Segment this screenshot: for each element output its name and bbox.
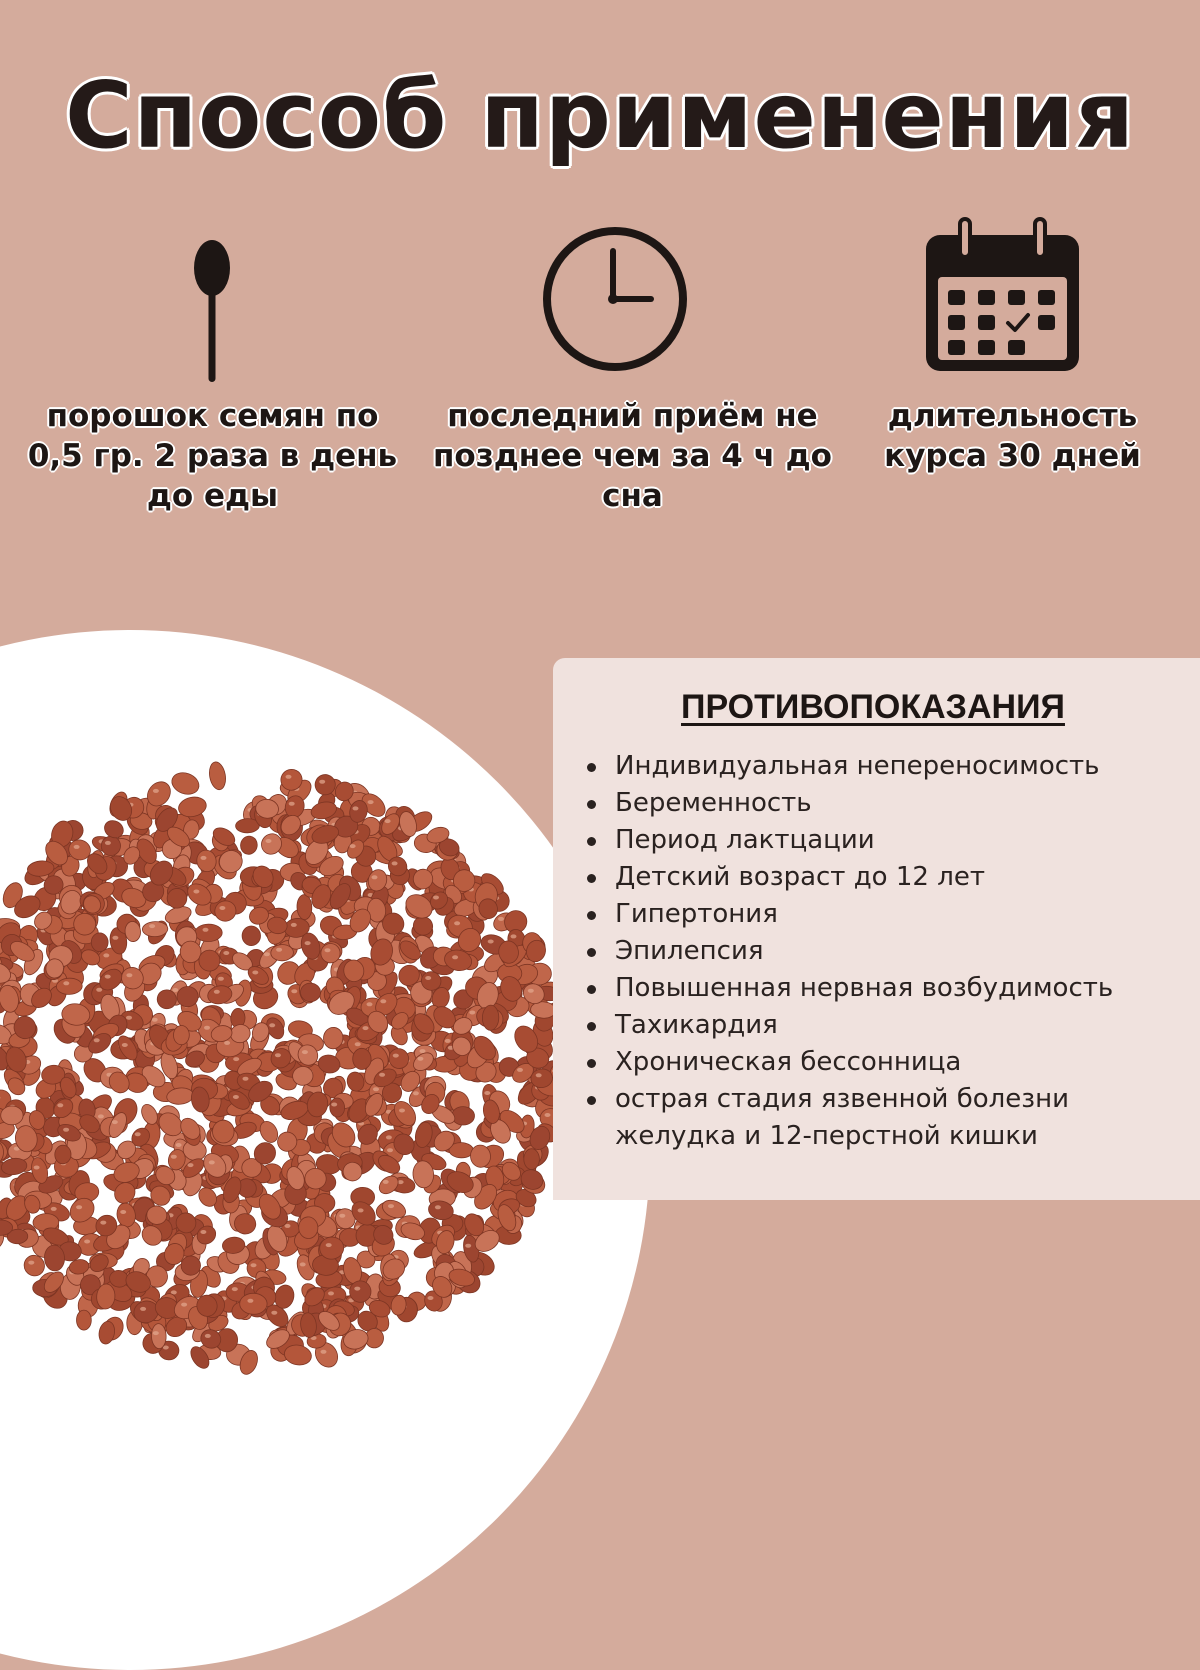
seed-highlight — [209, 1160, 215, 1164]
seed-highlight — [300, 1262, 306, 1266]
seed-highlight — [233, 1057, 239, 1061]
seed-highlight — [103, 953, 109, 957]
seed-highlight — [188, 1163, 194, 1167]
seed-highlight — [149, 924, 155, 928]
seed-highlight — [120, 1210, 126, 1214]
seed-highlight — [176, 1143, 182, 1147]
seed-highlight — [399, 1109, 405, 1113]
seed-highlight — [264, 952, 270, 956]
seed-highlight — [368, 800, 374, 804]
seed-highlight — [388, 1204, 394, 1208]
seed — [207, 761, 227, 791]
seed-highlight — [385, 819, 391, 823]
seed-highlight — [63, 981, 69, 985]
clock-icon — [535, 225, 695, 385]
seed-highlight — [372, 875, 378, 879]
seed — [329, 1098, 344, 1118]
seed-highlight — [393, 1054, 399, 1058]
seed-highlight — [373, 1087, 379, 1091]
seed-highlight — [214, 990, 220, 994]
seed-highlight — [100, 1221, 106, 1225]
seed — [524, 1149, 540, 1170]
seed-highlight — [204, 1026, 210, 1030]
seed-highlight — [484, 1091, 490, 1095]
step-caption-timing: последний приём не позднее чем за 4 ч до сна — [425, 396, 840, 516]
seed-highlight — [276, 948, 282, 952]
seed — [195, 924, 223, 942]
seed-highlight — [302, 1050, 308, 1054]
seed-highlight — [193, 890, 199, 894]
seed-highlight — [536, 1073, 542, 1077]
seed-highlight — [517, 1068, 523, 1072]
seed-highlight — [112, 1120, 118, 1124]
seed-highlight — [232, 1287, 238, 1291]
seed-highlight — [51, 1207, 57, 1211]
seed-highlight — [528, 989, 534, 993]
seed-highlight — [152, 1018, 158, 1022]
seed-highlight — [135, 1132, 141, 1136]
contraindications-title: ПРОТИВОПОКАЗАНИЯ — [553, 688, 1193, 727]
seed-highlight — [428, 1296, 434, 1300]
seed-highlight — [319, 780, 325, 784]
seed-highlight — [96, 988, 102, 992]
seed-highlight — [266, 839, 272, 843]
seed-highlight — [363, 1026, 369, 1030]
seed-highlight — [339, 1214, 345, 1218]
seed-highlight — [392, 861, 398, 865]
seed-highlight — [511, 934, 517, 938]
seed-highlight — [122, 1043, 128, 1047]
list-item: Детский возраст до 12 лет — [613, 859, 1198, 896]
seed-highlight — [433, 896, 439, 900]
seed-highlight — [140, 1307, 146, 1311]
seed — [1, 1106, 23, 1125]
seed-highlight — [251, 1263, 257, 1267]
seed-highlight — [291, 989, 297, 993]
seed-highlight — [205, 1334, 211, 1338]
seed-highlight — [286, 775, 292, 779]
list-item: Гипертония — [613, 896, 1198, 933]
seed-highlight — [452, 955, 458, 959]
seed-highlight — [469, 1011, 475, 1015]
seed — [169, 769, 202, 798]
seed — [181, 1256, 201, 1276]
list-item: Эпилепсия — [613, 933, 1198, 970]
seed-highlight — [454, 921, 460, 925]
seed-highlight — [200, 1230, 206, 1234]
seed — [271, 944, 294, 961]
seed-highlight — [321, 1350, 327, 1354]
seed-highlight — [465, 1244, 471, 1248]
seed-highlight — [105, 975, 111, 979]
list-item: Повышенная нервная возбудимость — [613, 970, 1198, 1007]
seed-highlight — [201, 856, 207, 860]
seed-highlight — [252, 971, 258, 975]
seed-highlight — [57, 1103, 63, 1107]
seed — [173, 1025, 189, 1045]
seed-highlight — [354, 1287, 360, 1291]
seed-highlight — [285, 1224, 291, 1228]
seed-highlight — [203, 928, 209, 932]
seed-highlight — [488, 940, 494, 944]
seed-highlight — [386, 1135, 392, 1139]
seed-highlight — [247, 1299, 253, 1303]
seed-highlight — [350, 844, 356, 848]
seed-highlight — [305, 941, 311, 945]
seed-highlight — [413, 1091, 419, 1095]
seed-highlight — [153, 1331, 159, 1335]
seed-highlight — [28, 1261, 34, 1265]
contraindications-panel — [553, 658, 1200, 1200]
seed-highlight — [325, 948, 331, 952]
seed-highlight — [275, 1053, 281, 1057]
seed-highlight — [291, 923, 297, 927]
seed-highlight — [289, 802, 295, 806]
seed-highlight — [271, 1311, 277, 1315]
seed-highlight — [498, 917, 504, 921]
list-item: Индивидуальная непереносимость — [613, 748, 1198, 785]
seed-highlight — [383, 1180, 389, 1184]
seed-highlight — [243, 1077, 249, 1081]
list-item: Тахикардия — [613, 1007, 1198, 1044]
seed-highlight — [218, 977, 224, 981]
list-item: Беременность — [613, 785, 1198, 822]
seed — [352, 1048, 371, 1070]
seed-highlight — [112, 936, 118, 940]
step-caption-duration: длительность курса 30 дней — [860, 396, 1165, 476]
contraindications-list — [613, 748, 1198, 1155]
seed-highlight — [84, 1240, 90, 1244]
seed — [242, 926, 261, 946]
seed-highlight — [172, 988, 178, 992]
step-caption-dosage: порошок семян по 0,5 гр. 2 раза в день до еды — [15, 396, 410, 516]
seed — [451, 1106, 474, 1125]
seed-highlight — [63, 1128, 69, 1132]
seed — [482, 1005, 499, 1030]
seed — [240, 1293, 268, 1314]
seed — [91, 933, 108, 952]
seed — [300, 983, 320, 1002]
seed-highlight — [328, 1291, 334, 1295]
seed-highlight — [331, 1103, 337, 1107]
seed-highlight — [420, 1049, 426, 1053]
seed-highlight — [445, 1039, 451, 1043]
seed-highlight — [367, 1002, 373, 1006]
seed-highlight — [358, 1208, 364, 1212]
seed-highlight — [126, 973, 132, 977]
list-item: Хроническая бессонница — [613, 1044, 1198, 1081]
list-item: острая стадия язвенной болезни желудка и 12-перстной кишки — [613, 1081, 1125, 1155]
seed-highlight — [76, 1205, 82, 1209]
seed-highlight — [181, 1303, 187, 1307]
seed — [212, 1120, 234, 1143]
seed-highlight — [223, 951, 229, 955]
seed-highlight — [387, 1148, 393, 1152]
seed-highlight — [126, 1016, 132, 1020]
calendar-icon — [920, 215, 1085, 377]
seed-highlight — [326, 1243, 332, 1247]
seed — [54, 1145, 71, 1164]
seed — [239, 835, 259, 856]
seed-highlight — [355, 1042, 361, 1046]
seed-highlight — [435, 1205, 441, 1209]
seed-highlight — [219, 906, 225, 910]
seed-highlight — [153, 789, 159, 793]
seed-highlight — [380, 999, 386, 1003]
seed-highlight — [417, 1057, 423, 1061]
seed-highlight — [98, 1114, 104, 1118]
seed-highlight — [34, 1166, 40, 1170]
seed-highlight — [269, 1023, 275, 1027]
seed-highlight — [94, 1038, 100, 1042]
spoon-icon — [180, 235, 244, 390]
list-item: Период лактцации — [613, 822, 1198, 859]
seed-highlight — [171, 1155, 177, 1159]
seed-highlight — [233, 1095, 239, 1099]
seed — [77, 1310, 92, 1330]
seed-highlight — [545, 1113, 551, 1117]
seed-highlight — [105, 841, 111, 845]
page-title: Способ применения — [0, 62, 1200, 169]
seed-highlight — [425, 976, 431, 980]
seed-highlight — [224, 1041, 230, 1045]
seed-highlight — [353, 806, 359, 810]
seed-highlight — [379, 1073, 385, 1077]
seed-highlight — [74, 845, 80, 849]
